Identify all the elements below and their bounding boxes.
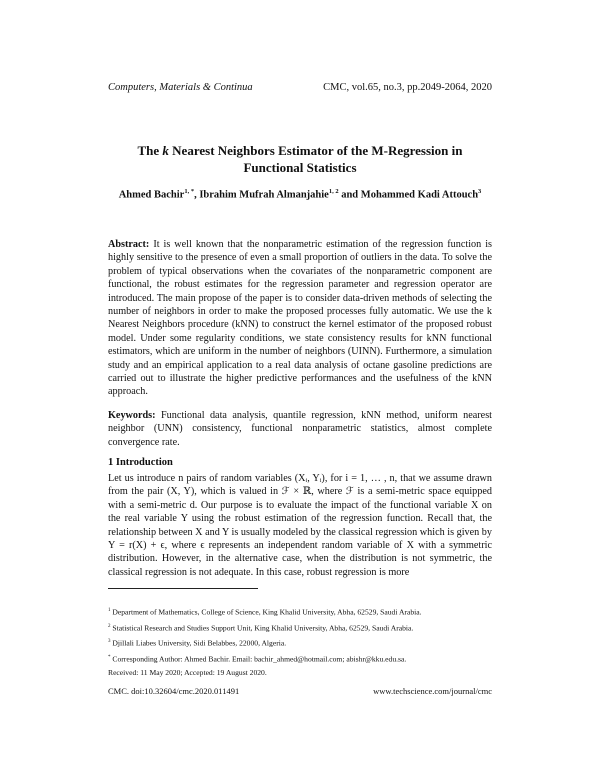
title-k: k	[162, 143, 169, 158]
abstract-text: It is well known that the nonparametric estimation of the regression function is highly sensitive to the presence of even a small proportion of outliers in the data. To solve the problem of typical observations when the covariates of the nonparametric component are functional, the robust estimates for the regression parameter and regression operator are introduced. The main propose of the paper is to consider data-driven methods of selecting the number of neighbors in order to make the proposed processes fully automatic. We use the k Nearest Neighbors procedure (kNN) to construct the kernel estimator of the proposed robust model. Under some regularity conditions, we state consistency results for kNN functional estimators, which are uniform in the number of neighbors (UINN). Furthermore, a simulation study and an empirical application to a real data analysis of octane gasoline predictions are carried out to illustrate the higher predictive performances and the usefulness of the kNN approach.	[108, 239, 492, 398]
author-1-affil: 1, *	[184, 188, 195, 195]
title-line2: Functional Statistics	[243, 160, 357, 175]
footnote: $^3$ Djillali Liabes University, Sidi Belabbes, 22000, Algeria.	[108, 638, 287, 648]
author-list	[0, 188, 600, 201]
footnotes	[108, 604, 508, 680]
keywords-label: Keywords:	[108, 410, 156, 421]
abstract-label: Abstract:	[108, 239, 150, 250]
intro-paragraph: Let us introduce n pairs of random variables (Xᵢ, Yᵢ), for i = 1, … , n, that we assume drawn from the pair (X, Y), which is valued in ℱ × ℝ, where ℱ is a semi-metric space equipped with a semi-metric d. Our purpose is to evaluate the impact of the functional variable X on the real variable Y using the robust estimation of the regression function. Recall that, the relationship between X and Y is usually modeled by the classical regression which is given by Y = r(X) + ϵ, where ϵ represents an independent random variable of X with a symmetric distribution. However, in the alternative case, when the distribution is not symmetric, the classical regression is not adequate. In this case, robust regression is more	[108, 473, 492, 578]
author-3-affil: 3	[478, 188, 482, 195]
journal-url: www.techscience.com/journal/cmc	[373, 686, 492, 696]
footnote-divider	[108, 588, 258, 589]
abstract	[108, 238, 492, 399]
title-line1: Nearest Neighbors Estimator of the M-Regression in	[168, 143, 463, 158]
citation: CMC, vol.65, no.3, pp.2049-2064, 2020	[323, 82, 492, 93]
author-3: Mohammed Kadi Attouch	[360, 189, 479, 201]
author-sep-2: and	[338, 189, 361, 201]
author-sep-1: ,	[194, 189, 200, 201]
footnote: $^1$ Department of Mathematics, College of Science, King Khalid University, Abha, 62529, Saudi Arabia.	[108, 607, 422, 617]
doi: CMC. doi:10.32604/cmc.2020.011491	[108, 686, 240, 696]
journal-name: Computers, Materials & Continua	[108, 82, 253, 93]
author-2: Ibrahim Mufrah Almanjahie	[199, 189, 329, 201]
footnote: * Corresponding Author: Ahmed Bachir. Email: bachir_ahmed@hotmail.com; abishr@kku.edu.sa.	[108, 654, 407, 664]
author-1: Ahmed Bachir	[118, 189, 185, 201]
footnote: $^2$ Statistical Research and Studies Support Unit, King Khalid University, Abha, 62529, Saudi Arabia.	[108, 623, 414, 633]
keywords-text: Functional data analysis, quantile regression, kNN method, uniform nearest neighbor (UNN) consistency, functional nonparametric statistics, almost complete convergence rate.	[108, 410, 492, 448]
received-dates: Received: 11 May 2020; Accepted: 19 August 2020.	[108, 668, 267, 678]
paper-title	[108, 142, 492, 176]
author-2-affil: 1, 2	[328, 188, 339, 195]
title-prefix: The	[137, 143, 163, 158]
keywords	[108, 409, 492, 449]
section-heading: 1 Introduction	[108, 457, 173, 468]
